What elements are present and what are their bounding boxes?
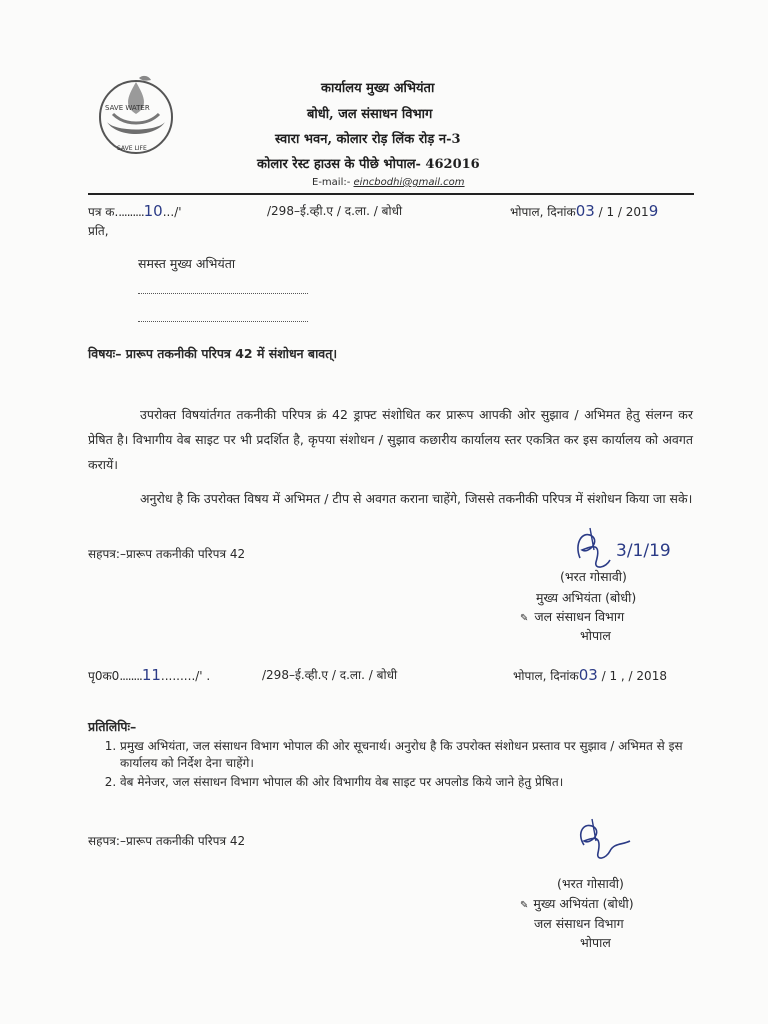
para1-text: उपरोक्त विषयांर्तगत तकनीकी परिपत्र क्रं 42 ड्राफ्ट संशोधित कर प्रारूप आपकी ओर सुझाव / अभिमत हेतु संलग्न कर प्रेषित है। विभागीय वेब साइट पर भी प्रदर्शित है, कृपया संशोधन / सुझाव कछारीय कार्यालय स्तर एकत्रित कर इस कार्यालय को अवगत करायें। bbox=[88, 407, 693, 472]
to-label: प्रति, bbox=[88, 224, 109, 238]
body-paragraph-1 bbox=[88, 402, 693, 477]
signature-2 bbox=[570, 815, 640, 870]
header-rule bbox=[88, 193, 694, 195]
body-paragraph-2 bbox=[88, 486, 693, 511]
logo-text-top: SAVE WATER bbox=[105, 104, 150, 112]
letter2-ref: पृ0क0........11........./' . bbox=[88, 666, 211, 684]
addressee: समस्त मुख्य अभियंता bbox=[138, 256, 236, 271]
cc-label: प्रतिलिपिः– bbox=[88, 719, 137, 734]
header-address: स्वारा भवन, कोलार रोड़ लिंक रोड़ न-3 bbox=[275, 132, 461, 147]
letter2-sign-place: भोपाल bbox=[580, 935, 611, 950]
letter1-date-year: 9 bbox=[648, 202, 659, 220]
para2-text: अनुरोध है कि उपरोक्त विषय में अभिमत / टीप से अवगत कराना चाहेंगे, जिससे तकनीकी परिपत्र में संशोधन किया जा सके। bbox=[140, 491, 693, 506]
header-email bbox=[312, 177, 465, 188]
letter2-date-day: 03 bbox=[578, 666, 598, 684]
letter2-sign-title-text: मुख्य अभियंता (बोधी) bbox=[533, 896, 634, 911]
email-label: E-mail:- bbox=[312, 177, 351, 188]
letter2-ref-suffix: /298–ई.व्ही.ए / द.ला. / बोधी bbox=[262, 668, 398, 682]
letter1-sign-dept-text: जल संसाधन विभाग bbox=[534, 609, 625, 624]
letter1-sign-dept: ✎ जल संसाधन विभाग bbox=[520, 609, 625, 624]
letter1-ref-mid: /' bbox=[174, 205, 182, 219]
cc-item-1: 1. प्रमुख अभियंता, जल संसाधन विभाग भोपाल की ओर सूचनार्थ। अनुरोध है कि उपरोक्त संशोधन प्रस्ताव पर सुझाव / अभिमत से इस कार्यालय को निर्देश देना चाहेंगे। bbox=[120, 738, 710, 772]
header-office: कार्यालय मुख्य अभियंता bbox=[321, 81, 435, 96]
letter1-ref-suffix: /298–ई.व्ही.ए / द.ला. / बोधी bbox=[267, 204, 403, 218]
logo-text-bottom: SAVE LIFE bbox=[117, 145, 147, 152]
letter2-place-date: भोपाल, दिनांक bbox=[513, 669, 579, 683]
letter1-sign-place: भोपाल bbox=[580, 628, 611, 643]
header-address-2: कोलार रेस्ट हाउस के पीछे भोपाल- 462016 bbox=[257, 157, 480, 172]
letter2-sign-dept: जल संसाधन विभाग bbox=[534, 916, 624, 931]
save-water-logo bbox=[95, 74, 177, 156]
letter1-date-rest: / 1 / 201 bbox=[598, 205, 649, 219]
letter2-date-rest: / 1 , / 2018 bbox=[601, 669, 667, 683]
letter1-enclosure: सहपत्र:–प्रारूप तकनीकी परिपत्र 42 bbox=[88, 547, 246, 561]
cc-list bbox=[100, 738, 710, 793]
letter1-date bbox=[510, 202, 658, 220]
header-department: बोधी, जल संसाधन विभाग bbox=[307, 107, 433, 122]
letter2-ref-number: 11 bbox=[141, 666, 161, 684]
letter2-sign-title: ✎ मुख्य अभियंता (बोधी) bbox=[520, 896, 634, 911]
signature-1-date: 3/1/19 bbox=[616, 541, 671, 561]
letter1-place-date: भोपाल, दिनांक bbox=[510, 205, 576, 219]
letter1-sign-name: (भरत गोसावी) bbox=[560, 569, 627, 584]
letter2-date bbox=[513, 666, 667, 684]
letter2-enclosure: सहपत्र:–प्रारूप तकनीकी परिपत्र 42 bbox=[88, 834, 246, 848]
letter1-sign-title: मुख्य अभियंता (बोधी) bbox=[536, 590, 637, 605]
letter1-ref-prefix: पत्र क. bbox=[88, 205, 119, 219]
letter1-ref: पत्र क..........10.../' bbox=[88, 202, 182, 220]
email-link[interactable]: eincbodhi@gmail.com bbox=[353, 177, 465, 188]
cc-item-2: 2. वेब मेनेजर, जल संसाधन विभाग भोपाल की ओर विभागीय वेब साइट पर अपलोड किये जाने हेतु प्रेषित। bbox=[120, 774, 710, 791]
subject: विषयः– प्रारूप तकनीकी परिपत्र 42 में संशोधन बावत्। bbox=[88, 346, 338, 361]
address-line-2 bbox=[138, 320, 308, 322]
letter1-date-day: 03 bbox=[575, 202, 595, 220]
letter2-ref-prefix: पृ0क0 bbox=[88, 669, 120, 683]
address-line-1 bbox=[138, 292, 308, 294]
letter1-ref-number: 10 bbox=[143, 202, 163, 220]
letter2-sign-name: (भरत गोसावी) bbox=[557, 876, 624, 891]
letter2-ref-mid: /' . bbox=[195, 669, 211, 683]
